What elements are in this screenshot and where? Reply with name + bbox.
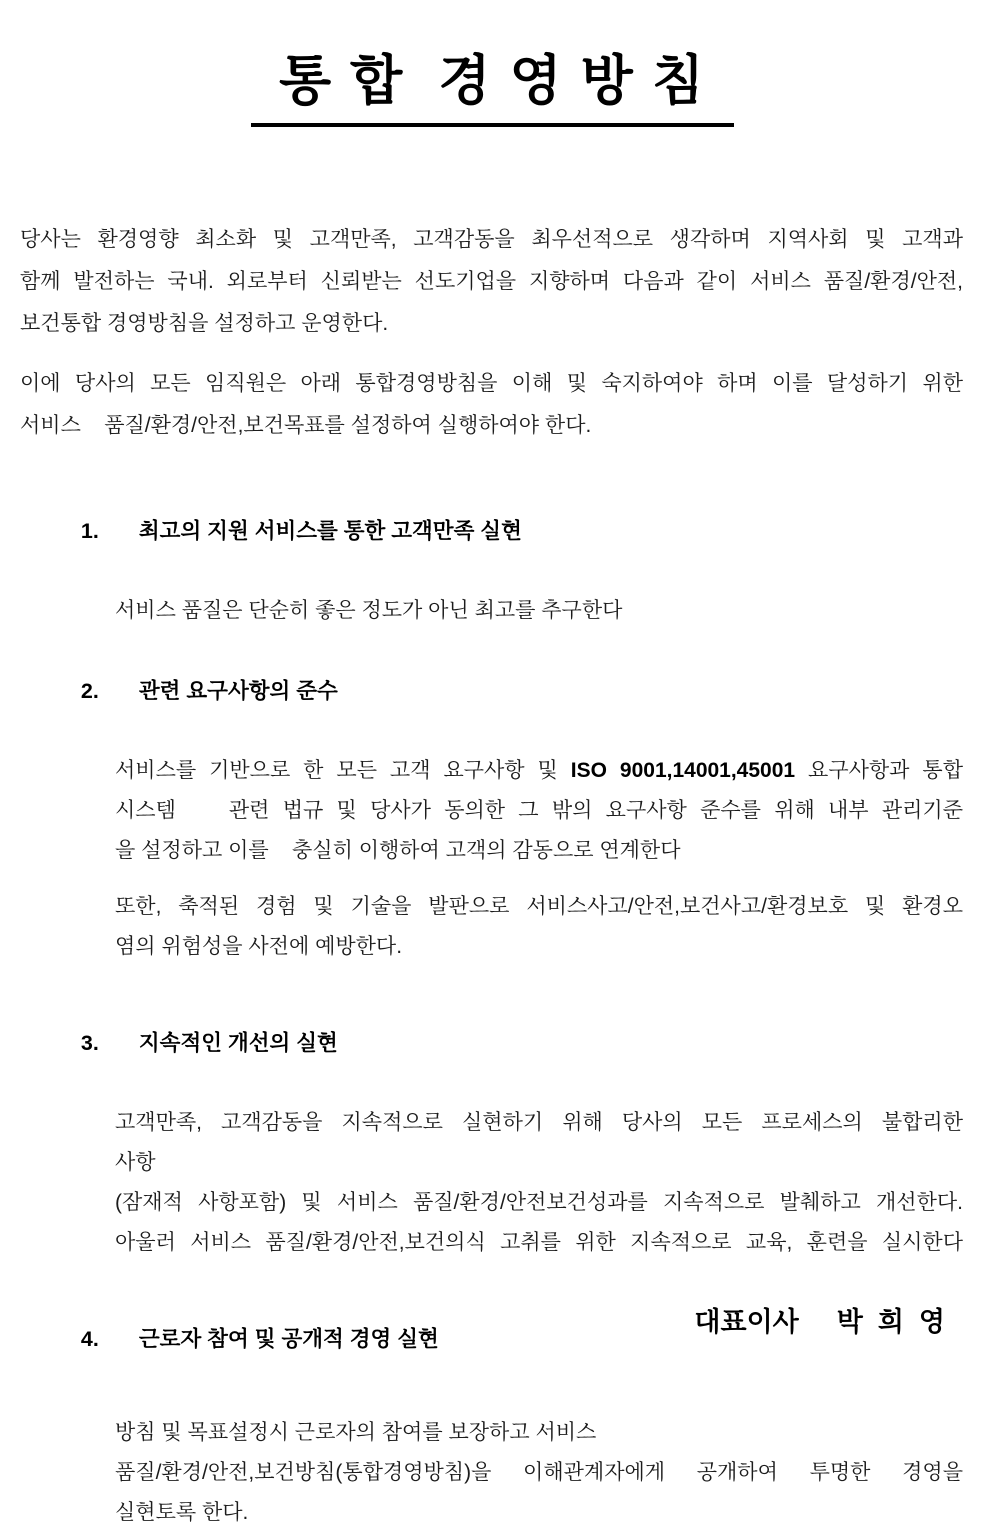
iso-text-pre: 서비스를 기반으로 한 모든 고객 요구사항 및 <box>115 759 571 782</box>
policy-item-3-title: 지속적인 개선의 실현 <box>138 1031 338 1055</box>
policy-item-1-number: 1. <box>80 519 99 543</box>
policy-item-2-title: 관련 요구사항의 준수 <box>138 679 338 703</box>
title-section <box>0 38 985 127</box>
intro-paragraph-1 <box>0 219 985 345</box>
policy-item-3-number: 3. <box>80 1031 99 1055</box>
policy-item-3-body <box>0 1103 985 1263</box>
policy-item-4-title: 근로자 참여 및 공개적 경영 실현 <box>138 1327 439 1351</box>
intro-p1-line-3: 보건통합 경영방침을 설정하고 운영한다. <box>20 312 389 335</box>
policy-item-2-line-3: 을 설정하고 이를 충실히 이행하여 고객의 감동으로 연계한다 <box>115 839 681 862</box>
policy-item-1-heading <box>0 471 985 591</box>
policy-item-2-line-1 <box>115 751 963 791</box>
policy-item-2-number: 2. <box>80 679 99 703</box>
policy-item-3-line-3: (잠재적 사항포함) 및 서비스 품질/환경/안전보건성과를 지속적으로 발췌하고 개선한다. <box>115 1191 963 1214</box>
policy-item-4-line-1: 방침 및 목표설정시 근로자의 참여를 보장하고 서비스 <box>115 1421 597 1444</box>
document-title: 통 합 경 영 방 침 <box>251 38 734 127</box>
policy-item-3-heading <box>0 983 985 1103</box>
policy-item-4-line-2: 품질/환경/안전,보건방침(통합경영방침)을 이해관계자에게 공개하여 투명한 경영을 <box>115 1461 963 1484</box>
iso-standards-text: ISO 9001,14001,45001 <box>570 759 796 782</box>
policy-item-3-line-4: 아울러 서비스 품질/환경/안전,보건의식 고취를 위한 지속적으로 교육, 훈련을 실시한다 <box>115 1231 963 1254</box>
policy-item-2-heading <box>0 631 985 751</box>
policy-item-4-body <box>0 1413 985 1533</box>
policy-item-2-body-2 <box>0 887 985 967</box>
iso-text-post: 요구사항과 통합 <box>795 759 963 782</box>
policy-item-2-body <box>0 751 985 871</box>
policy-item-4-number: 4. <box>80 1327 99 1351</box>
signature-name: 박 희 영 <box>836 1307 945 1337</box>
document-page <box>0 38 985 1524</box>
intro-paragraph-2 <box>0 363 985 447</box>
intro-p1-line-2: 함께 발전하는 국내. 외로부터 신뢰받는 선도기업을 지향하며 다음과 같이 서비스 품질/환경/안전, <box>20 270 963 293</box>
intro-p2-line-2: 서비스 품질/환경/안전,보건목표를 설정하여 실행하여야 한다. <box>20 414 592 437</box>
policy-item-3-line-1: 고객만족, 고객감동을 지속적으로 실현하기 위해 당사의 모든 프로세스의 불합리한 <box>115 1111 963 1134</box>
intro-p1-line-1: 당사는 환경영향 최소화 및 고객만족, 고객감동을 최우선적으로 생각하며 지역사회 및 고객과 <box>20 228 963 251</box>
policy-item-1-title: 최고의 지원 서비스를 통한 고객만족 실현 <box>138 519 522 543</box>
policy-item-1-line-1: 서비스 품질은 단순히 좋은 정도가 아닌 최고를 추구한다 <box>115 599 623 622</box>
policy-item-2-p2-line-2: 염의 위험성을 사전에 예방한다. <box>115 935 403 958</box>
signature-line <box>664 1269 945 1370</box>
policy-item-2-line-2: 시스템 관련 법규 및 당사가 동의한 그 밖의 요구사항 준수를 위해 내부 관리기준 <box>115 799 963 822</box>
signature-title: 대표이사 <box>694 1307 799 1337</box>
policy-item-1-body <box>0 591 985 631</box>
policy-item-4-line-3: 실현토록 한다. <box>115 1501 249 1524</box>
policy-item-3-line-2: 사항 <box>115 1151 156 1174</box>
policy-item-2-p2-line-1: 또한, 축적된 경험 및 기술을 발판으로 서비스사고/안전,보건사고/환경보호 및 환경오 <box>115 895 963 918</box>
intro-p2-line-1: 이에 당사의 모든 임직원은 아래 통합경영방침을 이해 및 숙지하여야 하며 이를 달성하기 위한 <box>20 372 963 395</box>
